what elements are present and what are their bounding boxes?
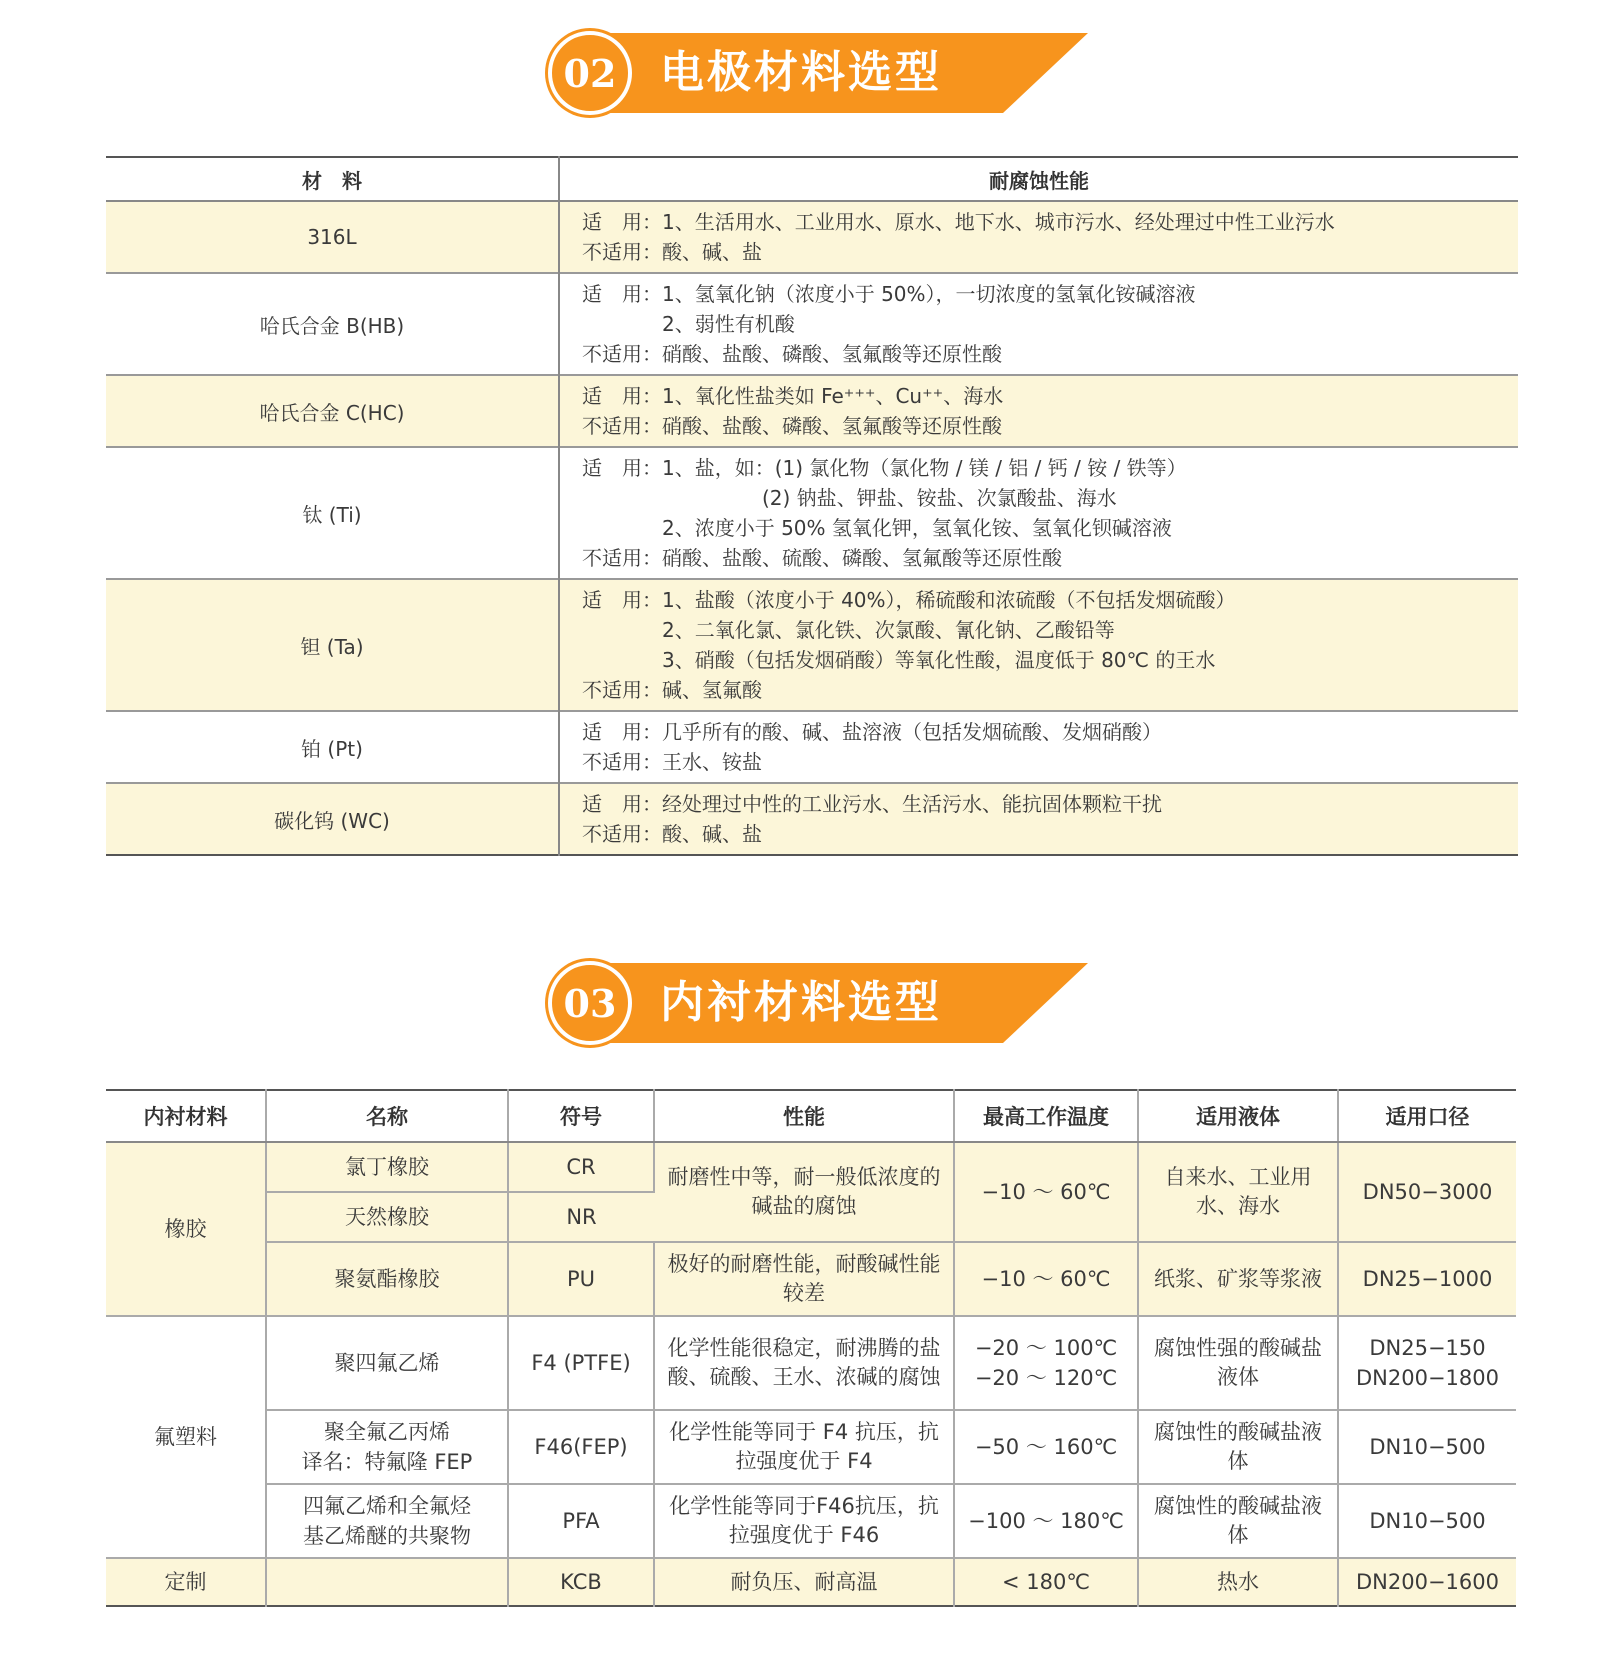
resistance-line: 不适用：碱、氢氟酸 <box>582 678 762 702</box>
diameter-cell: DN10−500 <box>1338 1484 1516 1558</box>
liquid-cell: 腐蚀性的酸碱盐液体 <box>1138 1410 1338 1484</box>
table-row <box>106 375 1518 447</box>
material-cell: 钽 (Ta) <box>106 579 559 711</box>
temp-cell <box>954 1316 1138 1410</box>
section-number-badge: 03 <box>548 961 632 1045</box>
name-cell <box>266 1558 508 1606</box>
resistance-cell <box>559 375 1518 447</box>
category-cell: 橡胶 <box>106 1142 266 1316</box>
resistance-cell <box>559 783 1518 855</box>
diameter-cell: DN200−1600 <box>1338 1558 1516 1606</box>
liquid-cell: 纸浆、矿浆等浆液 <box>1138 1242 1338 1316</box>
material-cell: 碳化钨 (WC) <box>106 783 559 855</box>
performance-cell: 化学性能等同于 F4 抗压，抗拉强度优于 F4 <box>654 1410 954 1484</box>
resistance-line: 2、二氧化氯、氯化铁、次氯酸、氰化钠、乙酸铅等 <box>582 618 1115 642</box>
table-header-row <box>106 157 1518 201</box>
table-row <box>106 1484 1516 1558</box>
resistance-line: 不适用：王水、铵盐 <box>582 750 762 774</box>
lining-material-table <box>106 1089 1516 1607</box>
temp-cell: −10 ～ 60℃ <box>954 1242 1138 1316</box>
resistance-line: (2) 钠盐、钾盐、铵盐、次氯酸盐、海水 <box>582 486 1117 510</box>
temp-line: −20 ～ 100℃ <box>974 1336 1118 1360</box>
table-row <box>106 711 1518 783</box>
material-cell: 铂 (Pt) <box>106 711 559 783</box>
header-lining-material: 内衬材料 <box>106 1090 266 1142</box>
header-liquid: 适用液体 <box>1138 1090 1338 1142</box>
liquid-cell: 腐蚀性强的酸碱盐液体 <box>1138 1316 1338 1410</box>
header-max-temp: 最高工作温度 <box>954 1090 1138 1142</box>
table-row <box>106 783 1518 855</box>
resistance-line: 不适用：酸、碱、盐 <box>582 240 762 264</box>
name-cell <box>266 1410 508 1484</box>
name-cell: 氯丁橡胶 <box>266 1142 508 1192</box>
liquid-cell: 自来水、工业用水、海水 <box>1138 1142 1338 1242</box>
diameter-cell: DN50−3000 <box>1338 1142 1516 1242</box>
symbol-cell: CR <box>508 1142 654 1192</box>
material-cell: 钛 (Ti) <box>106 447 559 579</box>
section-number-badge: 02 <box>548 31 632 115</box>
resistance-line: 不适用：硝酸、盐酸、硫酸、磷酸、氢氟酸等还原性酸 <box>582 546 1062 570</box>
resistance-cell <box>559 273 1518 375</box>
resistance-line: 不适用：硝酸、盐酸、磷酸、氢氟酸等还原性酸 <box>582 342 1002 366</box>
performance-cell: 极好的耐磨性能，耐酸碱性能较差 <box>654 1242 954 1316</box>
name-line: 基乙烯醚的共聚物 <box>303 1524 471 1548</box>
header-diameter: 适用口径 <box>1338 1090 1516 1142</box>
diameter-cell: DN10−500 <box>1338 1410 1516 1484</box>
resistance-line: 适 用：1、氢氧化钠（浓度小于 50%），一切浓度的氢氧化铵碱溶液 <box>582 282 1196 306</box>
resistance-cell <box>559 711 1518 783</box>
category-cell: 氟塑料 <box>106 1316 266 1558</box>
section-title: 电极材料选型 <box>660 47 942 98</box>
temp-cell: −100 ～ 180℃ <box>954 1484 1138 1558</box>
table-row <box>106 447 1518 579</box>
material-cell: 哈氏合金 C(HC) <box>106 375 559 447</box>
resistance-line: 2、弱性有机酸 <box>582 312 795 336</box>
symbol-cell: PU <box>508 1242 654 1316</box>
section-banner-lining <box>548 963 1048 1043</box>
diameter-line: DN200−1800 <box>1355 1366 1499 1390</box>
header-corrosion-resistance: 耐腐蚀性能 <box>559 157 1518 201</box>
name-cell <box>266 1484 508 1558</box>
liquid-cell: 腐蚀性的酸碱盐液体 <box>1138 1484 1338 1558</box>
performance-cell: 化学性能很稳定，耐沸腾的盐酸、硫酸、王水、浓碱的腐蚀 <box>654 1316 954 1410</box>
resistance-cell <box>559 201 1518 273</box>
table-row <box>106 1142 1516 1192</box>
name-cell: 聚四氟乙烯 <box>266 1316 508 1410</box>
temp-cell: < 180℃ <box>954 1558 1138 1606</box>
electrode-material-table <box>106 156 1518 856</box>
material-cell: 316L <box>106 201 559 273</box>
header-material: 材 料 <box>106 157 559 201</box>
temp-cell: −50 ～ 160℃ <box>954 1410 1138 1484</box>
name-line: 聚全氟乙丙烯 <box>324 1420 450 1444</box>
table-row <box>106 1410 1516 1484</box>
resistance-line: 不适用：硝酸、盐酸、磷酸、氢氟酸等还原性酸 <box>582 414 1002 438</box>
diameter-cell <box>1338 1316 1516 1410</box>
table-row <box>106 201 1518 273</box>
resistance-line: 适 用：经处理过中性的工业污水、生活污水、能抗固体颗粒干扰 <box>582 792 1162 816</box>
resistance-cell <box>559 579 1518 711</box>
resistance-line: 适 用：1、生活用水、工业用水、原水、地下水、城市污水、经处理过中性工业污水 <box>582 210 1335 234</box>
temp-line: −20 ～ 120℃ <box>974 1366 1118 1390</box>
name-cell: 天然橡胶 <box>266 1192 508 1242</box>
resistance-line: 3、硝酸（包括发烟硝酸）等氧化性酸，温度低于 80℃ 的王水 <box>582 648 1216 672</box>
table-row <box>106 1242 1516 1316</box>
section-banner-electrode <box>548 33 1048 113</box>
table-row <box>106 579 1518 711</box>
section-title: 内衬材料选型 <box>660 977 942 1028</box>
performance-cell: 化学性能等同于F46抗压，抗拉强度优于 F46 <box>654 1484 954 1558</box>
resistance-line: 适 用：1、盐，如：(1) 氯化物（氯化物 / 镁 / 铝 / 钙 / 铵 / 铁等） <box>582 456 1187 480</box>
symbol-cell: NR <box>508 1192 654 1242</box>
name-cell: 聚氨酯橡胶 <box>266 1242 508 1316</box>
resistance-line: 2、浓度小于 50% 氢氧化钾，氢氧化铵、氢氧化钡碱溶液 <box>582 516 1172 540</box>
performance-cell: 耐磨性中等，耐一般低浓度的碱盐的腐蚀 <box>654 1142 954 1242</box>
performance-cell: 耐负压、耐高温 <box>654 1558 954 1606</box>
category-cell: 定制 <box>106 1558 266 1606</box>
header-symbol: 符号 <box>508 1090 654 1142</box>
symbol-cell: F46(FEP) <box>508 1410 654 1484</box>
header-performance: 性能 <box>654 1090 954 1142</box>
resistance-line: 适 用：1、氧化性盐类如 Fe⁺⁺⁺、Cu⁺⁺、海水 <box>582 384 1004 408</box>
name-line: 译名：特氟隆 FEP <box>301 1450 473 1474</box>
liquid-cell: 热水 <box>1138 1558 1338 1606</box>
table-row <box>106 1558 1516 1606</box>
resistance-line: 适 用：1、盐酸（浓度小于 40%），稀硫酸和浓硫酸（不包括发烟硫酸） <box>582 588 1236 612</box>
resistance-line: 不适用：酸、碱、盐 <box>582 822 762 846</box>
symbol-cell: PFA <box>508 1484 654 1558</box>
table-row <box>106 1316 1516 1410</box>
symbol-cell: F4 (PTFE) <box>508 1316 654 1410</box>
resistance-cell <box>559 447 1518 579</box>
header-name: 名称 <box>266 1090 508 1142</box>
resistance-line: 适 用：几乎所有的酸、碱、盐溶液（包括发烟硫酸、发烟硝酸） <box>582 720 1162 744</box>
table-row <box>106 273 1518 375</box>
name-line: 四氟乙烯和全氟烃 <box>303 1494 471 1518</box>
table-header-row <box>106 1090 1516 1142</box>
diameter-cell: DN25−1000 <box>1338 1242 1516 1316</box>
material-cell: 哈氏合金 B(HB) <box>106 273 559 375</box>
symbol-cell: KCB <box>508 1558 654 1606</box>
temp-cell: −10 ～ 60℃ <box>954 1142 1138 1242</box>
diameter-line: DN25−150 <box>1369 1336 1486 1360</box>
